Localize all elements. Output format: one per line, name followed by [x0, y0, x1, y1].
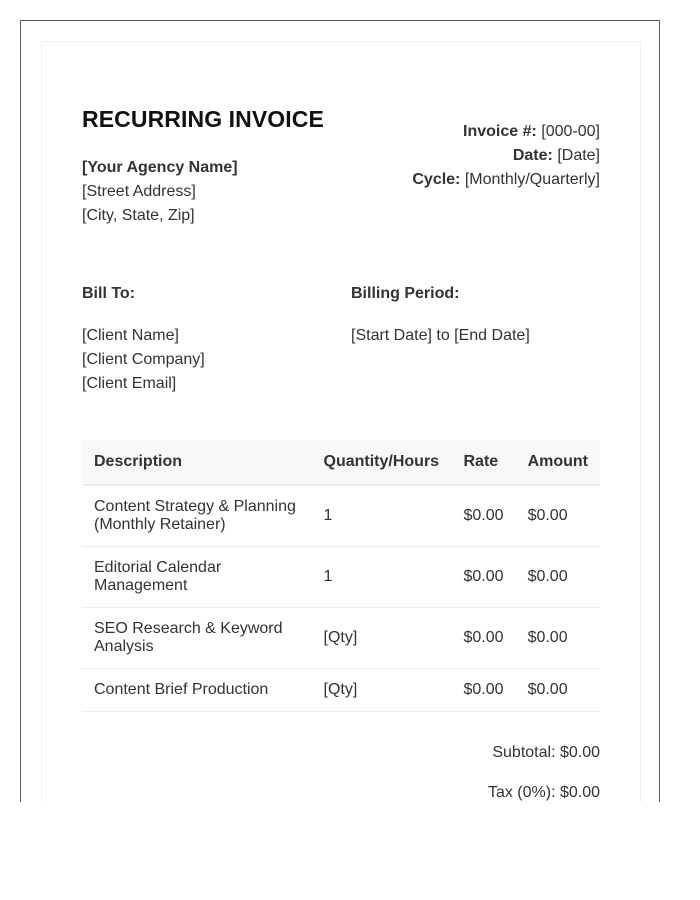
cell-quantity: [Qty]: [312, 608, 452, 669]
line-items-table: [82, 440, 600, 712]
cell-rate: $0.00: [452, 608, 516, 669]
agency-address-block: [82, 156, 238, 228]
table-header-row: [82, 440, 600, 485]
cell-quantity: 1: [312, 547, 452, 608]
cell-rate: $0.00: [452, 547, 516, 608]
invoice-cycle-label: Cycle:: [412, 171, 461, 188]
client-name: [Client Name]: [82, 327, 179, 344]
invoice-page: [41, 41, 641, 802]
description-line: Content Strategy & Planning: [94, 498, 296, 515]
cell-description: [82, 485, 312, 547]
invoice-meta: [412, 120, 600, 192]
cell-description: [82, 547, 312, 608]
cell-description: [82, 608, 312, 669]
invoice-date-label: Date:: [512, 147, 553, 164]
invoice-cycle-row: [412, 168, 600, 192]
table-row: [82, 547, 600, 608]
description-line: Management: [94, 577, 188, 594]
description-line: Editorial Calendar: [94, 559, 222, 576]
tax-line: Tax (0%): $0.00: [487, 784, 600, 801]
agency-street: [Street Address]: [82, 183, 196, 200]
document-frame: [20, 20, 660, 802]
description-line: Analysis: [94, 638, 154, 655]
table-row: [82, 669, 600, 712]
invoice-date-row: [412, 144, 600, 168]
description-line: SEO Research & Keyword: [94, 620, 283, 637]
agency-name: [Your Agency Name]: [82, 159, 238, 176]
cell-amount: $0.00: [516, 608, 600, 669]
cell-rate: $0.00: [452, 485, 516, 547]
invoice-date-value: [Date]: [557, 147, 600, 164]
column-header-description: Description: [82, 440, 312, 485]
invoice-number-row: [412, 120, 600, 144]
subtotal-line: Subtotal: $0.00: [492, 744, 600, 761]
column-header-quantity: Quantity/Hours: [312, 440, 452, 485]
cell-amount: $0.00: [516, 485, 600, 547]
column-header-amount: Amount: [516, 440, 600, 485]
invoice-number-value: [000-00]: [541, 123, 600, 140]
invoice-title: RECURRING INVOICE: [82, 106, 324, 132]
cell-quantity: 1: [312, 485, 452, 547]
client-email: [Client Email]: [82, 375, 177, 392]
cell-rate: $0.00: [452, 669, 516, 712]
cell-description: [82, 669, 312, 712]
bill-to-block: [82, 324, 205, 396]
cell-amount: $0.00: [516, 547, 600, 608]
invoice-cycle-value: [Monthly/Quarterly]: [464, 171, 600, 188]
column-header-rate: Rate: [452, 440, 516, 485]
billing-period-range: [Start Date] to [End Date]: [351, 327, 530, 344]
description-line: (Monthly Retainer): [94, 516, 226, 533]
billing-period-heading: Billing Period:: [351, 285, 460, 302]
agency-city: [City, State, Zip]: [82, 207, 195, 224]
description-line: Content Brief Production: [94, 681, 269, 698]
invoice-number-label: Invoice #:: [463, 123, 537, 140]
table-row: [82, 608, 600, 669]
cell-amount: $0.00: [516, 669, 600, 712]
client-company: [Client Company]: [82, 351, 205, 368]
table-row: [82, 485, 600, 547]
bill-to-heading: Bill To:: [82, 285, 136, 302]
cell-quantity: [Qty]: [312, 669, 452, 712]
